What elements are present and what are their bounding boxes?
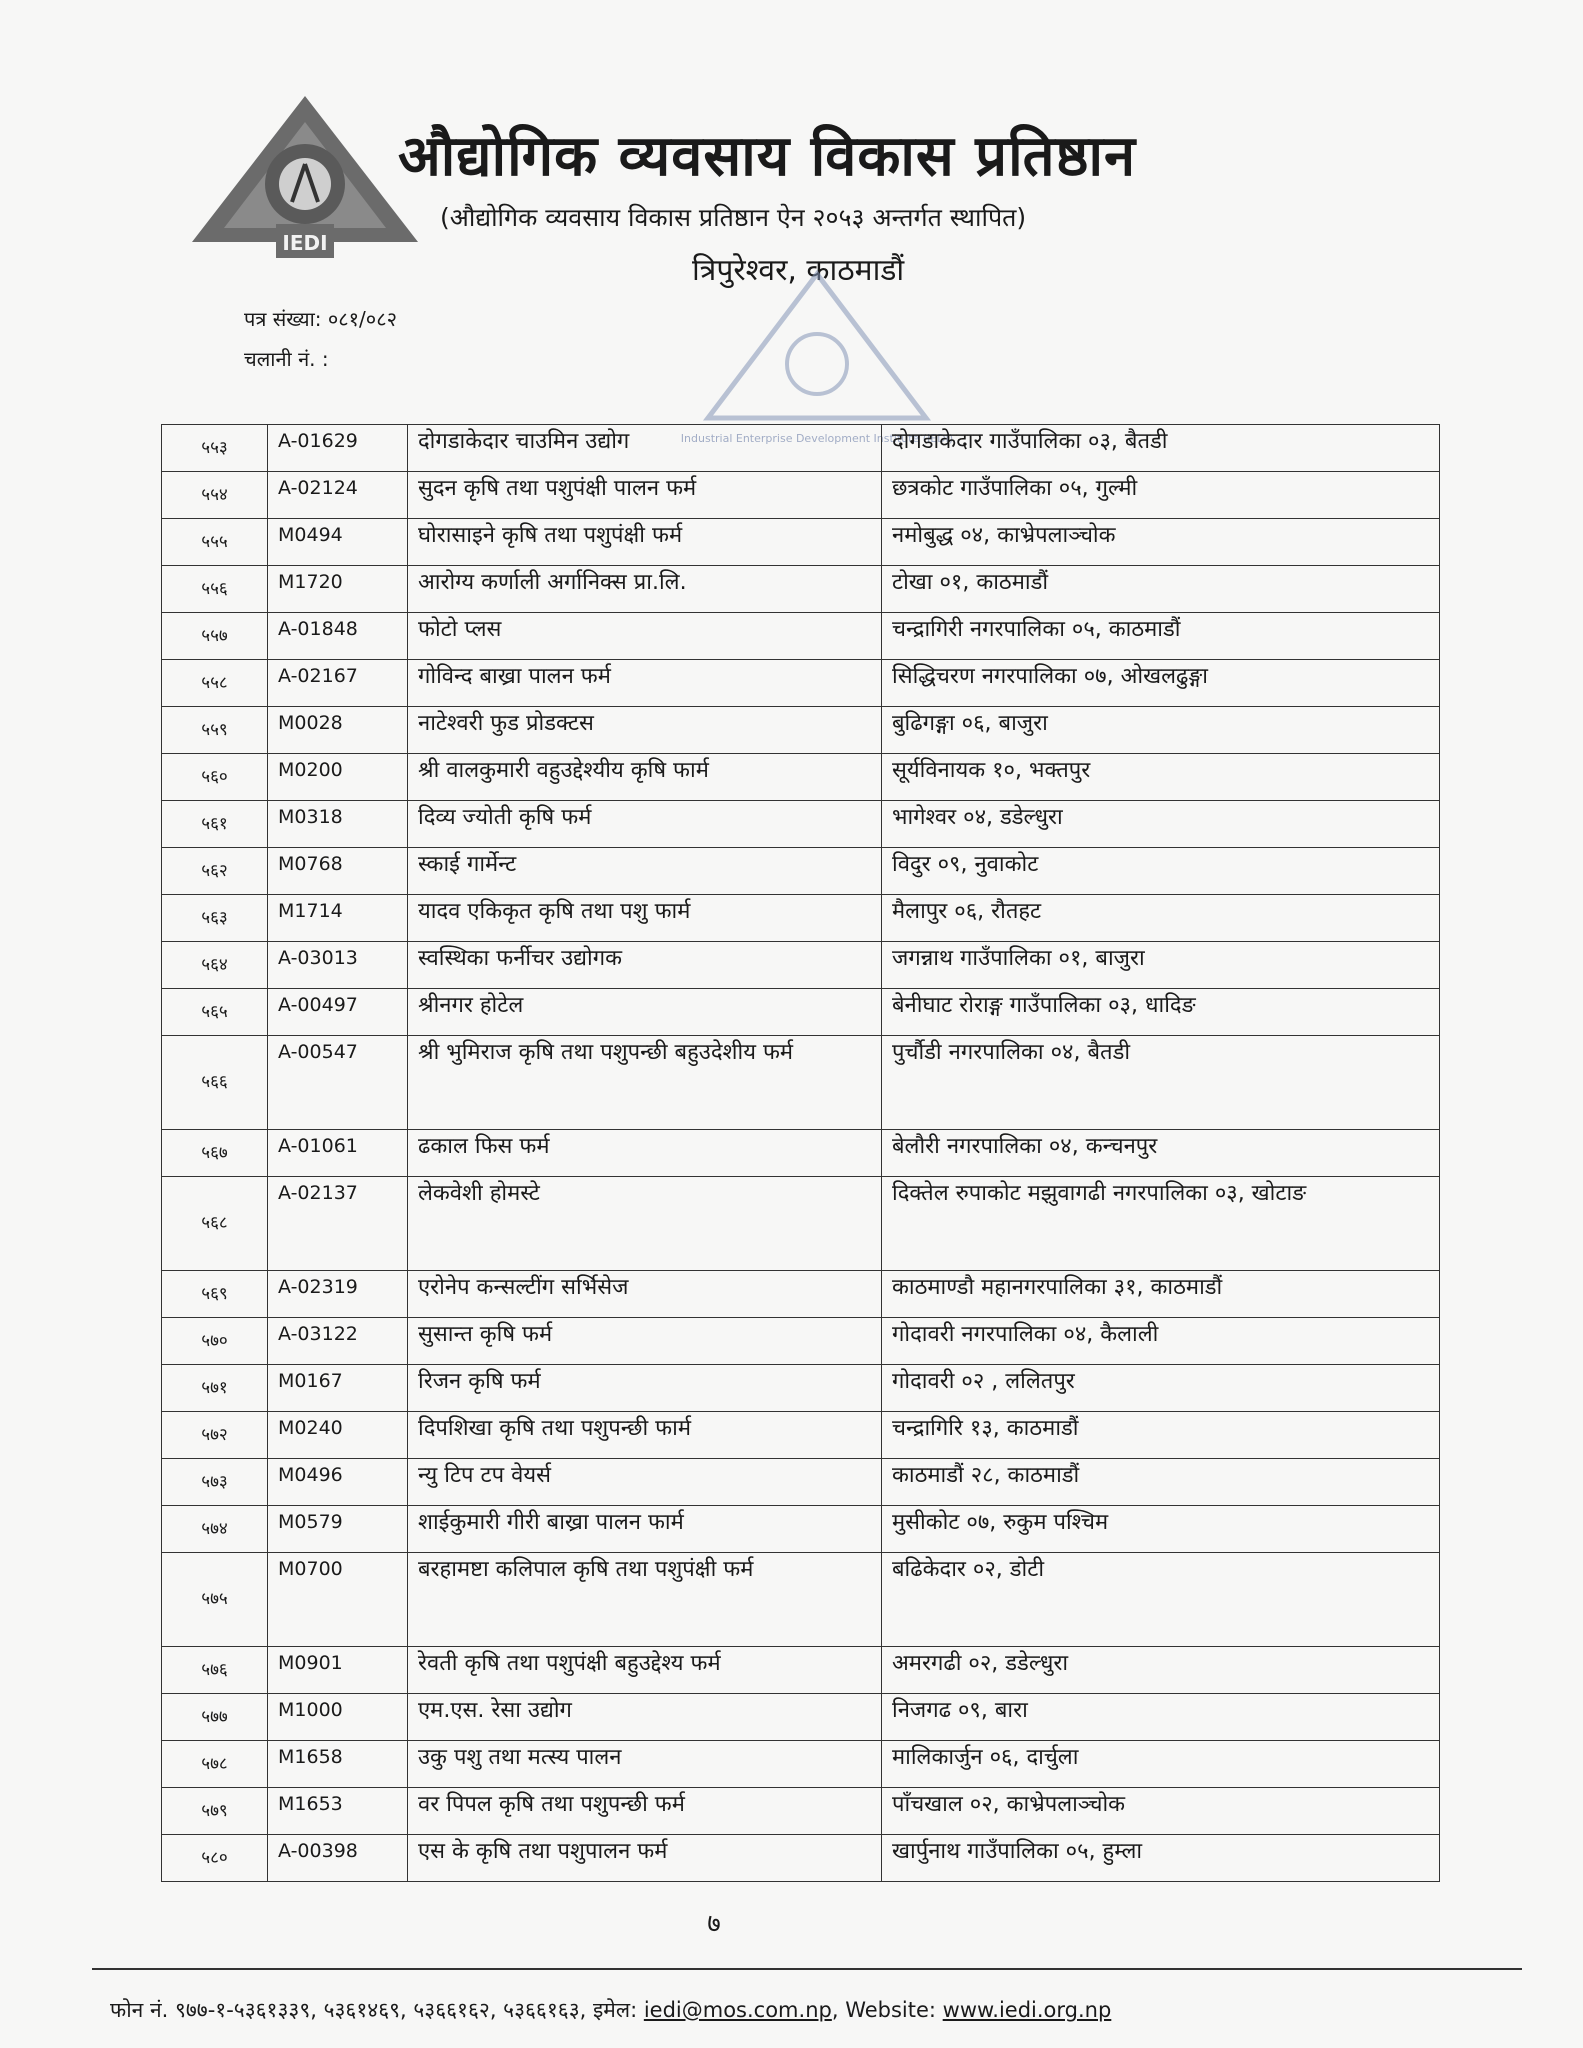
table-row: [162, 1130, 1440, 1177]
address-cell: टोखा ०१, काठमाडौं: [882, 566, 1440, 613]
table-row: [162, 566, 1440, 613]
serial-number-cell: ५७३: [162, 1459, 268, 1506]
enterprise-name-cell: सुसान्त कृषि फर्म: [408, 1318, 882, 1365]
enterprise-name-cell: घोरासाइने कृषि तथा पशुपंक्षी फर्म: [408, 519, 882, 566]
table-row: [162, 895, 1440, 942]
address-cell: बुढिगङ्गा ०६, बाजुरा: [882, 707, 1440, 754]
table-row: [162, 1177, 1440, 1271]
registration-code-cell: A-02137: [268, 1177, 408, 1271]
table-row: [162, 1365, 1440, 1412]
table-row: [162, 754, 1440, 801]
serial-number-cell: ५७५: [162, 1553, 268, 1647]
address-cell: बेलौरी नगरपालिका ०४, कन्चनपुर: [882, 1130, 1440, 1177]
enterprise-name-cell: एरोनेप कन्सल्टींग सर्भिसेज: [408, 1271, 882, 1318]
enterprise-name-cell: एस के कृषि तथा पशुपालन फर्म: [408, 1835, 882, 1882]
table-row: [162, 1271, 1440, 1318]
enterprise-name-cell: स्काई गार्मेन्ट: [408, 848, 882, 895]
footer-website-link[interactable]: www.iedi.org.np: [942, 1998, 1112, 2022]
enterprise-table: [161, 424, 1440, 1882]
registration-code-cell: M0167: [268, 1365, 408, 1412]
serial-number-cell: ५७९: [162, 1788, 268, 1835]
address-cell: सिद्धिचरण नगरपालिका ०७, ओखलढुङ्गा: [882, 660, 1440, 707]
address-cell: काठमाडौं २८, काठमाडौं: [882, 1459, 1440, 1506]
registration-code-cell: M1653: [268, 1788, 408, 1835]
stamp-text: Industrial Enterprise Development Institute (IEDI): [680, 432, 954, 445]
registration-code-cell: M0901: [268, 1647, 408, 1694]
table-row: [162, 660, 1440, 707]
iedi-logo: [186, 92, 424, 264]
address-cell: दिक्तेल रुपाकोट मझुवागढी नगरपालिका ०३, खोटाङ: [882, 1177, 1440, 1271]
registration-code-cell: A-01061: [268, 1130, 408, 1177]
address-cell: सूर्यविनायक १०, भक्तपुर: [882, 754, 1440, 801]
serial-number-cell: ५७८: [162, 1741, 268, 1788]
enterprise-name-cell: दिपशिखा कृषि तथा पशुपन्छी फार्म: [408, 1412, 882, 1459]
serial-number-cell: ५६४: [162, 942, 268, 989]
logo-text: IEDI: [282, 231, 328, 255]
registration-code-cell: M0579: [268, 1506, 408, 1553]
enterprise-name-cell: लेकवेशी होमस्टे: [408, 1177, 882, 1271]
address-cell: भागेश्वर ०४, डडेल्धुरा: [882, 801, 1440, 848]
serial-number-cell: ५६५: [162, 989, 268, 1036]
serial-number-cell: ५५५: [162, 519, 268, 566]
registration-code-cell: A-01848: [268, 613, 408, 660]
address-cell: चन्द्रागिरी नगरपालिका ०५, काठमाडौं: [882, 613, 1440, 660]
table-row: [162, 989, 1440, 1036]
table-row: [162, 1318, 1440, 1365]
table-row: [162, 1835, 1440, 1882]
footer-email-link[interactable]: iedi@mos.com.np: [643, 1998, 832, 2022]
enterprise-name-cell: उकु पशु तथा मत्स्य पालन: [408, 1741, 882, 1788]
registration-code-cell: M0494: [268, 519, 408, 566]
enterprise-name-cell: फोटो प्लस: [408, 613, 882, 660]
address-cell: निजगढ ०९, बारा: [882, 1694, 1440, 1741]
registration-code-cell: M0240: [268, 1412, 408, 1459]
address-cell: जगन्नाथ गाउँपालिका ०१, बाजुरा: [882, 942, 1440, 989]
enterprise-name-cell: बरहामष्टा कलिपाल कृषि तथा पशुपंक्षी फर्म: [408, 1553, 882, 1647]
address-cell: मालिकार्जुन ०६, दार्चुला: [882, 1741, 1440, 1788]
enterprise-name-cell: न्यु टिप टप वेयर्स: [408, 1459, 882, 1506]
enterprise-name-cell: श्री भुमिराज कृषि तथा पशुपन्छी बहुउदेशीय फर्म: [408, 1036, 882, 1130]
organization-city: त्रिपुरेश्वर, काठमाडौं: [692, 253, 905, 288]
registration-code-cell: A-03013: [268, 942, 408, 989]
registration-code-cell: A-02319: [268, 1271, 408, 1318]
registration-code-cell: A-00497: [268, 989, 408, 1036]
address-cell: बढिकेदार ०२, डोटी: [882, 1553, 1440, 1647]
serial-number-cell: ५७१: [162, 1365, 268, 1412]
registration-code-cell: M0200: [268, 754, 408, 801]
registration-code-cell: A-02124: [268, 472, 408, 519]
organization-title: औद्योगिक व्यवसाय विकास प्रतिष्ठान: [398, 124, 1137, 189]
registration-code-cell: M1658: [268, 1741, 408, 1788]
registration-code-cell: M0496: [268, 1459, 408, 1506]
serial-number-cell: ५५३: [162, 425, 268, 472]
enterprise-name-cell: स्वस्थिका फर्नीचर उद्योगक: [408, 942, 882, 989]
organization-subtitle: (औद्योगिक व्यवसाय विकास प्रतिष्ठान ऐन २०५३ अन्तर्गत स्थापित): [440, 203, 1027, 232]
table-row: [162, 707, 1440, 754]
enterprise-name-cell: दोगडाकेदार चाउमिन उद्योग: [408, 425, 882, 472]
enterprise-name-cell: श्री वालकुमारी वहुउद्देश्यीय कृषि फार्म: [408, 754, 882, 801]
enterprise-name-cell: गोविन्द बाख्रा पालन फर्म: [408, 660, 882, 707]
table-row: [162, 801, 1440, 848]
table-row: [162, 1741, 1440, 1788]
serial-number-cell: ५५७: [162, 613, 268, 660]
footer-website-label: , Website:: [831, 1998, 943, 2022]
address-cell: अमरगढी ०२, डडेल्धुरा: [882, 1647, 1440, 1694]
enterprise-name-cell: रिजन कृषि फर्म: [408, 1365, 882, 1412]
enterprise-name-cell: एम.एस. रेसा उद्योग: [408, 1694, 882, 1741]
serial-number-cell: ५६३: [162, 895, 268, 942]
serial-number-cell: ५७०: [162, 1318, 268, 1365]
footer-contact: [110, 1996, 1111, 2024]
address-cell: पाँचखाल ०२, काभ्रेपलाञ्चोक: [882, 1788, 1440, 1835]
registration-code-cell: M0028: [268, 707, 408, 754]
serial-number-cell: ५५८: [162, 660, 268, 707]
address-cell: चन्द्रागिरि १३, काठमाडौं: [882, 1412, 1440, 1459]
table-row: [162, 1788, 1440, 1835]
serial-number-cell: ५६६: [162, 1036, 268, 1130]
serial-number-cell: ५५९: [162, 707, 268, 754]
enterprise-name-cell: ढकाल फिस फर्म: [408, 1130, 882, 1177]
registration-code-cell: A-03122: [268, 1318, 408, 1365]
address-cell: दोगडाकेदार गाउँपालिका ०३, बैतडी: [882, 425, 1440, 472]
serial-number-cell: ५५४: [162, 472, 268, 519]
address-cell: बेनीघाट रोराङ्ग गाउँपालिका ०३, धादिङ: [882, 989, 1440, 1036]
address-cell: गोदावरी ०२ , ललितपुर: [882, 1365, 1440, 1412]
address-cell: पुर्चौडी नगरपालिका ०४, बैतडी: [882, 1036, 1440, 1130]
table-row: [162, 1506, 1440, 1553]
registration-code-cell: M1720: [268, 566, 408, 613]
table-row: [162, 1694, 1440, 1741]
table-row: [162, 942, 1440, 989]
institute-stamp: [676, 268, 958, 448]
registration-code-cell: A-02167: [268, 660, 408, 707]
registration-code-cell: M1714: [268, 895, 408, 942]
table-row: [162, 472, 1440, 519]
serial-number-cell: ५६२: [162, 848, 268, 895]
serial-number-cell: ५६७: [162, 1130, 268, 1177]
enterprise-name-cell: आरोग्य कर्णाली अर्गानिक्स प्रा.लि.: [408, 566, 882, 613]
serial-number-cell: ५८०: [162, 1835, 268, 1882]
enterprise-name-cell: सुदन कृषि तथा पशुपंक्षी पालन फर्म: [408, 472, 882, 519]
footer-phone: फोन नं. ९७७-१-५३६१३३९, ५३६१४६९, ५३६६१६२, ५३६६१६३, इमेल:: [110, 1998, 644, 2022]
table-row: [162, 425, 1440, 472]
enterprise-name-cell: यादव एकिकृत कृषि तथा पशु फार्म: [408, 895, 882, 942]
address-cell: नमोबुद्ध ०४, काभ्रेपलाञ्चोक: [882, 519, 1440, 566]
enterprise-name-cell: वर पिपल कृषि तथा पशुपन्छी फर्म: [408, 1788, 882, 1835]
registration-code-cell: A-01629: [268, 425, 408, 472]
enterprise-name-cell: नाटेश्वरी फुड प्रोडक्टस: [408, 707, 882, 754]
table-row: [162, 519, 1440, 566]
table-row: [162, 1036, 1440, 1130]
address-cell: खार्पुनाथ गाउँपालिका ०५, हुम्ला: [882, 1835, 1440, 1882]
registration-code-cell: M0700: [268, 1553, 408, 1647]
serial-number-cell: ५५६: [162, 566, 268, 613]
serial-number-cell: ५७७: [162, 1694, 268, 1741]
serial-number-cell: ५७२: [162, 1412, 268, 1459]
address-cell: मुसीकोट ०७, रुकुम पश्चिम: [882, 1506, 1440, 1553]
address-cell: छत्रकोट गाउँपालिका ०५, गुल्मी: [882, 472, 1440, 519]
registration-code-cell: M1000: [268, 1694, 408, 1741]
serial-number-cell: ५७४: [162, 1506, 268, 1553]
letter-number: पत्र संख्या: ०८१/०८२: [244, 307, 397, 331]
table-row: [162, 1459, 1440, 1506]
table-row: [162, 1412, 1440, 1459]
table-row: [162, 1553, 1440, 1647]
registration-code-cell: M0318: [268, 801, 408, 848]
enterprise-name-cell: श्रीनगर होटेल: [408, 989, 882, 1036]
table-row: [162, 613, 1440, 660]
registration-code-cell: A-00547: [268, 1036, 408, 1130]
serial-number-cell: ५६९: [162, 1271, 268, 1318]
enterprise-name-cell: रेवती कृषि तथा पशुपंक्षी बहुउद्देश्य फर्म: [408, 1647, 882, 1694]
address-cell: विदुर ०९, नुवाकोट: [882, 848, 1440, 895]
address-cell: काठमाण्डौ महानगरपालिका ३१, काठमाडौं: [882, 1271, 1440, 1318]
dispatch-number: चलानी नं. :: [244, 347, 329, 371]
serial-number-cell: ५६०: [162, 754, 268, 801]
page-number: ७: [707, 1909, 721, 1939]
enterprise-name-cell: शाईकुमारी गीरी बाख्रा पालन फार्म: [408, 1506, 882, 1553]
table-row: [162, 848, 1440, 895]
footer-divider: [92, 1968, 1522, 1970]
address-cell: गोदावरी नगरपालिका ०४, कैलाली: [882, 1318, 1440, 1365]
address-cell: मैलापुर ०६, रौतहट: [882, 895, 1440, 942]
enterprise-name-cell: दिव्य ज्योती कृषि फर्म: [408, 801, 882, 848]
serial-number-cell: ५६८: [162, 1177, 268, 1271]
registration-code-cell: A-00398: [268, 1835, 408, 1882]
table-row: [162, 1647, 1440, 1694]
registration-code-cell: M0768: [268, 848, 408, 895]
serial-number-cell: ५६१: [162, 801, 268, 848]
serial-number-cell: ५७६: [162, 1647, 268, 1694]
